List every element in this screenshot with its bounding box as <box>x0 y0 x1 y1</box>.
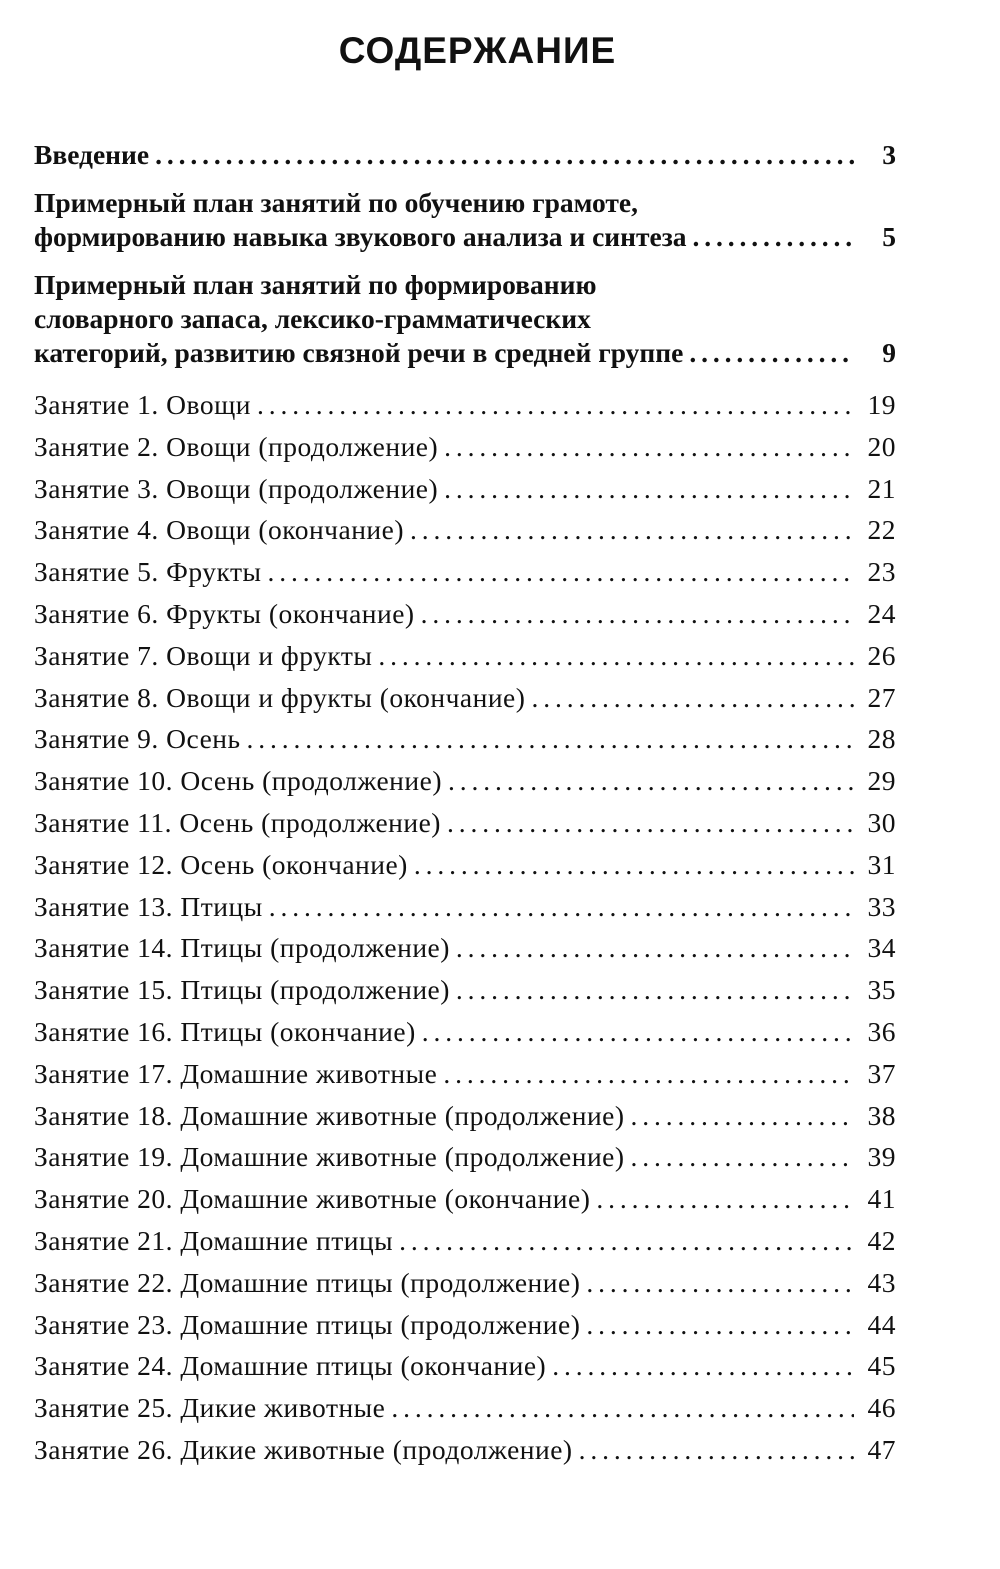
dot-leader <box>448 760 854 802</box>
toc-entry-lesson <box>34 1387 896 1429</box>
toc-entry-lesson <box>34 1178 896 1220</box>
dot-leader <box>269 886 854 928</box>
toc-entry-lesson <box>34 1136 896 1178</box>
dot-leader <box>268 551 854 593</box>
table-of-contents <box>34 138 896 1471</box>
toc-entry-lesson <box>34 844 896 886</box>
toc-entry-title: Занятие 23. Домашние птицы (продолжение) <box>34 1308 581 1340</box>
dot-leader <box>399 1220 854 1262</box>
toc-entry-lesson <box>34 677 896 719</box>
toc-entry-title: Занятие 9. Осень <box>34 723 241 755</box>
toc-entry-title: Занятие 24. Домашние птицы (окончание) <box>34 1350 547 1382</box>
toc-entry-lesson <box>34 551 896 593</box>
toc-entry-title-line: Примерный план занятий по обучению грамоте, <box>34 187 638 218</box>
toc-entry-lesson <box>34 1053 896 1095</box>
toc-entry-page: 27 <box>867 681 896 713</box>
toc-entry-lesson <box>34 927 896 969</box>
dot-leader <box>586 1262 854 1304</box>
dot-leader <box>596 1178 854 1220</box>
toc-entry-title: Занятие 14. Птицы (продолжение) <box>34 932 450 964</box>
toc-entry-title: Занятие 22. Домашние птицы (продолжение) <box>34 1266 581 1298</box>
toc-entry-page: 38 <box>867 1099 896 1131</box>
toc-entry-page: 30 <box>867 806 896 838</box>
dot-leader <box>689 336 854 370</box>
toc-entry-page: 39 <box>867 1141 896 1173</box>
toc-entry-page: 45 <box>867 1350 896 1382</box>
toc-entry-title: Занятие 8. Овощи и фрукты (окончание) <box>34 681 526 713</box>
toc-entry-page: 41 <box>867 1183 896 1215</box>
toc-entry-lesson <box>34 384 896 426</box>
toc-entry-vocabulary-plan <box>34 268 896 370</box>
toc-entry-title: Занятие 2. Овощи (продолжение) <box>34 430 439 462</box>
toc-entry-page: 44 <box>867 1308 896 1340</box>
toc-entry-page: 23 <box>867 556 896 588</box>
toc-entry-lesson <box>34 886 896 928</box>
dot-leader <box>391 1387 854 1429</box>
dot-leader <box>247 718 854 760</box>
toc-entry-title-line: словарного запаса, лексико-грамматических <box>34 303 591 334</box>
toc-entry-title: Занятие 7. Овощи и фрукты <box>34 639 373 671</box>
dot-leader <box>631 1136 854 1178</box>
toc-entry-title: Занятие 16. Птицы (окончание) <box>34 1015 416 1047</box>
toc-entry-page: 20 <box>867 430 896 462</box>
dot-leader <box>586 1304 854 1346</box>
toc-entry-page: 24 <box>867 597 896 629</box>
toc-entry-page: 26 <box>867 639 896 671</box>
toc-entry-lesson <box>34 593 896 635</box>
toc-entry-title: Занятие 5. Фрукты <box>34 556 262 588</box>
toc-entry-title-line: формированию навыка звукового анализа и синтеза <box>34 221 687 252</box>
toc-entry-lesson <box>34 1304 896 1346</box>
dot-leader <box>456 927 854 969</box>
toc-entry-title: Занятие 11. Осень (продолжение) <box>34 806 441 838</box>
dot-leader <box>410 509 854 551</box>
toc-entry-title: Занятие 12. Осень (окончание) <box>34 848 408 880</box>
dot-leader <box>378 635 854 677</box>
toc-entry-title: Занятие 18. Домашние животные (продолжение) <box>34 1099 625 1131</box>
toc-entry-title: Занятие 6. Фрукты (окончание) <box>34 597 415 629</box>
toc-entry-title: Занятие 10. Осень (продолжение) <box>34 765 442 797</box>
toc-entry-page: 35 <box>867 974 896 1006</box>
toc-entry-page: 37 <box>867 1057 896 1089</box>
dot-leader <box>422 1011 854 1053</box>
dot-leader <box>552 1345 854 1387</box>
dot-leader <box>631 1095 854 1137</box>
dot-leader <box>456 969 854 1011</box>
toc-entry-lesson <box>34 718 896 760</box>
toc-entry-title: Введение <box>34 139 150 170</box>
toc-entry-lesson <box>34 1220 896 1262</box>
dot-leader <box>421 593 854 635</box>
toc-entry-title: Занятие 20. Домашние животные (окончание) <box>34 1183 591 1215</box>
dot-leader <box>447 802 854 844</box>
toc-entry-page: 31 <box>867 848 896 880</box>
toc-entry-page: 46 <box>867 1392 896 1424</box>
toc-entry-page: 36 <box>867 1015 896 1047</box>
toc-entry-lesson <box>34 969 896 1011</box>
toc-entry-title: Занятие 15. Птицы (продолжение) <box>34 974 450 1006</box>
toc-entry-lesson <box>34 426 896 468</box>
dot-leader <box>443 1053 854 1095</box>
toc-entry-page: 22 <box>867 514 896 546</box>
toc-entry-title: Занятие 13. Птицы <box>34 890 263 922</box>
toc-entry-title-line: категорий, развитию связной речи в средней группе <box>34 337 684 368</box>
dot-leader <box>257 384 854 426</box>
toc-entry-page: 34 <box>867 932 896 964</box>
toc-entry-page: 47 <box>867 1433 896 1465</box>
toc-entry-title: Занятие 26. Дикие животные (продолжение) <box>34 1433 573 1465</box>
toc-entry-literacy-plan <box>34 186 896 254</box>
toc-entry-title: Занятие 19. Домашние животные (продолжение) <box>34 1141 625 1173</box>
toc-entry-lesson <box>34 1011 896 1053</box>
toc-entry-lesson <box>34 760 896 802</box>
dot-leader <box>579 1429 854 1471</box>
toc-entry-title: Занятие 17. Домашние животные <box>34 1057 438 1089</box>
toc-entry-title: Занятие 3. Овощи (продолжение) <box>34 472 439 504</box>
toc-entry-lesson <box>34 1429 896 1471</box>
toc-entry-title: Занятие 4. Овощи (окончание) <box>34 514 405 546</box>
toc-entry-lesson <box>34 1345 896 1387</box>
toc-entry-title-line: Примерный план занятий по формированию <box>34 269 597 300</box>
toc-entry-page: 43 <box>867 1266 896 1298</box>
dot-leader <box>444 468 854 510</box>
toc-entry-page: 5 <box>882 221 896 252</box>
toc-entry-page: 9 <box>882 337 896 368</box>
dot-leader <box>414 844 854 886</box>
toc-entry-lesson <box>34 802 896 844</box>
toc-entry-title: Занятие 1. Овощи <box>34 389 251 420</box>
toc-entry-title: Занятие 21. Домашние птицы <box>34 1224 394 1256</box>
dot-leader <box>531 677 854 719</box>
toc-entry-page: 19 <box>867 389 896 420</box>
toc-entry-lesson <box>34 1095 896 1137</box>
lesson-list <box>34 384 896 1471</box>
toc-entry-page: 3 <box>882 139 896 170</box>
toc-entry-page: 29 <box>867 765 896 797</box>
page-title: СОДЕРЖАНИЕ <box>338 30 617 71</box>
toc-entry-lesson <box>34 635 896 677</box>
toc-entry-introduction <box>34 138 896 172</box>
toc-entry-lesson <box>34 468 896 510</box>
dot-leader <box>693 220 854 254</box>
dot-leader <box>155 138 854 172</box>
toc-entry-lesson <box>34 1262 896 1304</box>
toc-entry-page: 28 <box>867 723 896 755</box>
toc-entry-page: 33 <box>867 890 896 922</box>
toc-entry-title: Занятие 25. Дикие животные <box>34 1392 386 1424</box>
toc-entry-page: 21 <box>867 472 896 504</box>
toc-entry-lesson <box>34 509 896 551</box>
dot-leader <box>444 426 854 468</box>
toc-entry-page: 42 <box>867 1224 896 1256</box>
